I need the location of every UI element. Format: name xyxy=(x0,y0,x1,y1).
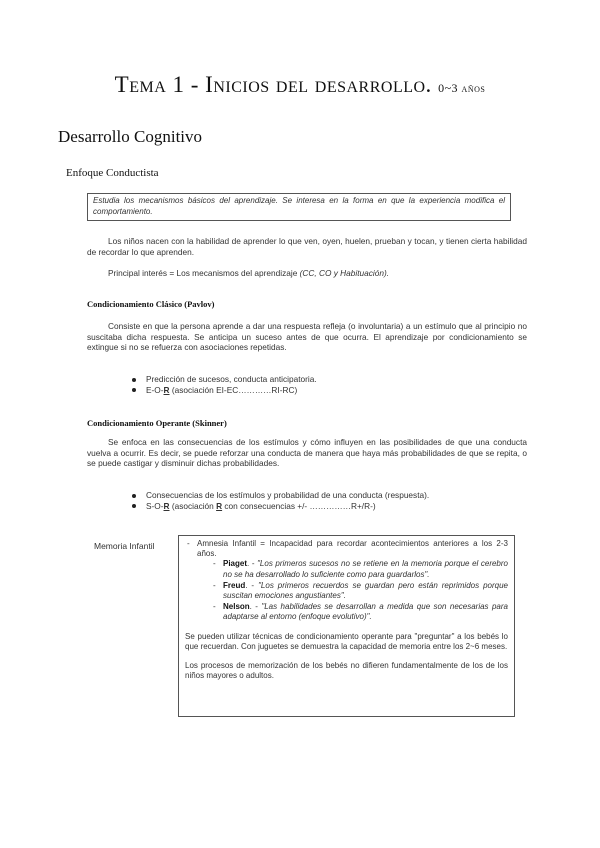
classical-paragraph: Consiste en que la persona aprende a dar una respuesta refleja (o involuntaria) a un estímulo que al principio no suscitaba dicha respuesta. Se anticipa un suceso antes de que ocurra. El aprendizaje por condicionamiento se extingue si no se refuerza con asociaciones repetidas. xyxy=(87,321,527,353)
interest-italic: (CC, CO y Habituación). xyxy=(299,268,390,278)
classical-bullets xyxy=(130,374,317,395)
interest-text: Principal interés = Los mecanismos del aprendizaje xyxy=(108,268,300,278)
authors-list xyxy=(185,559,508,622)
classical-heading: Condicionamiento Clásico (Pavlov) xyxy=(87,299,215,309)
title-main: Tema 1 - Inicios del desarrollo. xyxy=(114,72,432,97)
list-item: - Piaget. - "Los primeros sucesos no se retiene en la memoria porque el cerebro no se ha desarrollado lo suficiente como para guardarlos". xyxy=(213,559,508,579)
page-title xyxy=(0,72,600,98)
operant-paragraph: Se enfoca en las consecuencias de los estímulos y cómo influyen en las posibilidades de que una conducta vuelva a ocurrir. Es decir, se puede reforzar una conducta de manera que haya más probabilidades de que se repita, o se puede castigar y disminuir dichas probabilidades. xyxy=(87,437,527,469)
interest-paragraph xyxy=(87,268,527,279)
definition-box: Estudia los mecanismos básicos del aprendizaje. Se interesa en la forma en que la experiencia modifica el comportamiento. xyxy=(87,193,511,221)
memory-paragraph-2: Los procesos de memorización de los bebés no difieren fundamentalmente de los de los niños mayores o adultos. xyxy=(185,661,508,681)
operant-bullets xyxy=(130,490,429,511)
memory-label: Memoria Infantil xyxy=(94,541,155,551)
memory-paragraph-1: Se pueden utilizar técnicas de condicionamiento operante para "preguntar" a los bebés lo que recuerdan. Con juguetes se demuestra la capacidad de memoria entre los 2~6 meses. xyxy=(185,631,508,651)
list-item: S-O-R (asociación R con consecuencias +/- ……………R+/R-) xyxy=(130,501,429,512)
memory-definition: - Amnesia Infantil = Incapacidad para recordar acontecimientos anteriores a los 2-3 años. xyxy=(187,539,508,559)
subsection-heading: Enfoque Conductista xyxy=(66,167,159,179)
list-item: - Nelson. - "Las habilidades se desarrollan a medida que son necesarias para adaptarse al entorno (enfoque evolutivo)". xyxy=(213,602,508,622)
section-heading: Desarrollo Cognitivo xyxy=(58,127,203,146)
list-item: Consecuencias de los estímulos y probabilidad de una conducta (respuesta). xyxy=(130,490,429,501)
operant-heading: Condicionamiento Operante (Skinner) xyxy=(87,418,227,428)
intro-paragraph: Los niños nacen con la habilidad de aprender lo que ven, oyen, huelen, prueban y tocan, y tienen cierta habilidad de recordar lo que aprenden. xyxy=(87,236,527,257)
list-item: Predicción de sucesos, conducta anticipatoria. xyxy=(130,374,317,385)
list-item: - Freud. - "Los primeros recuerdos se guardan pero están reprimidos porque suscitan emociones angustiantes". xyxy=(213,580,508,601)
title-age: 0~3 años xyxy=(438,81,486,95)
memory-box xyxy=(178,535,515,717)
list-item: E-O-R (asociación EI-EC…………RI-RC) xyxy=(130,385,317,396)
